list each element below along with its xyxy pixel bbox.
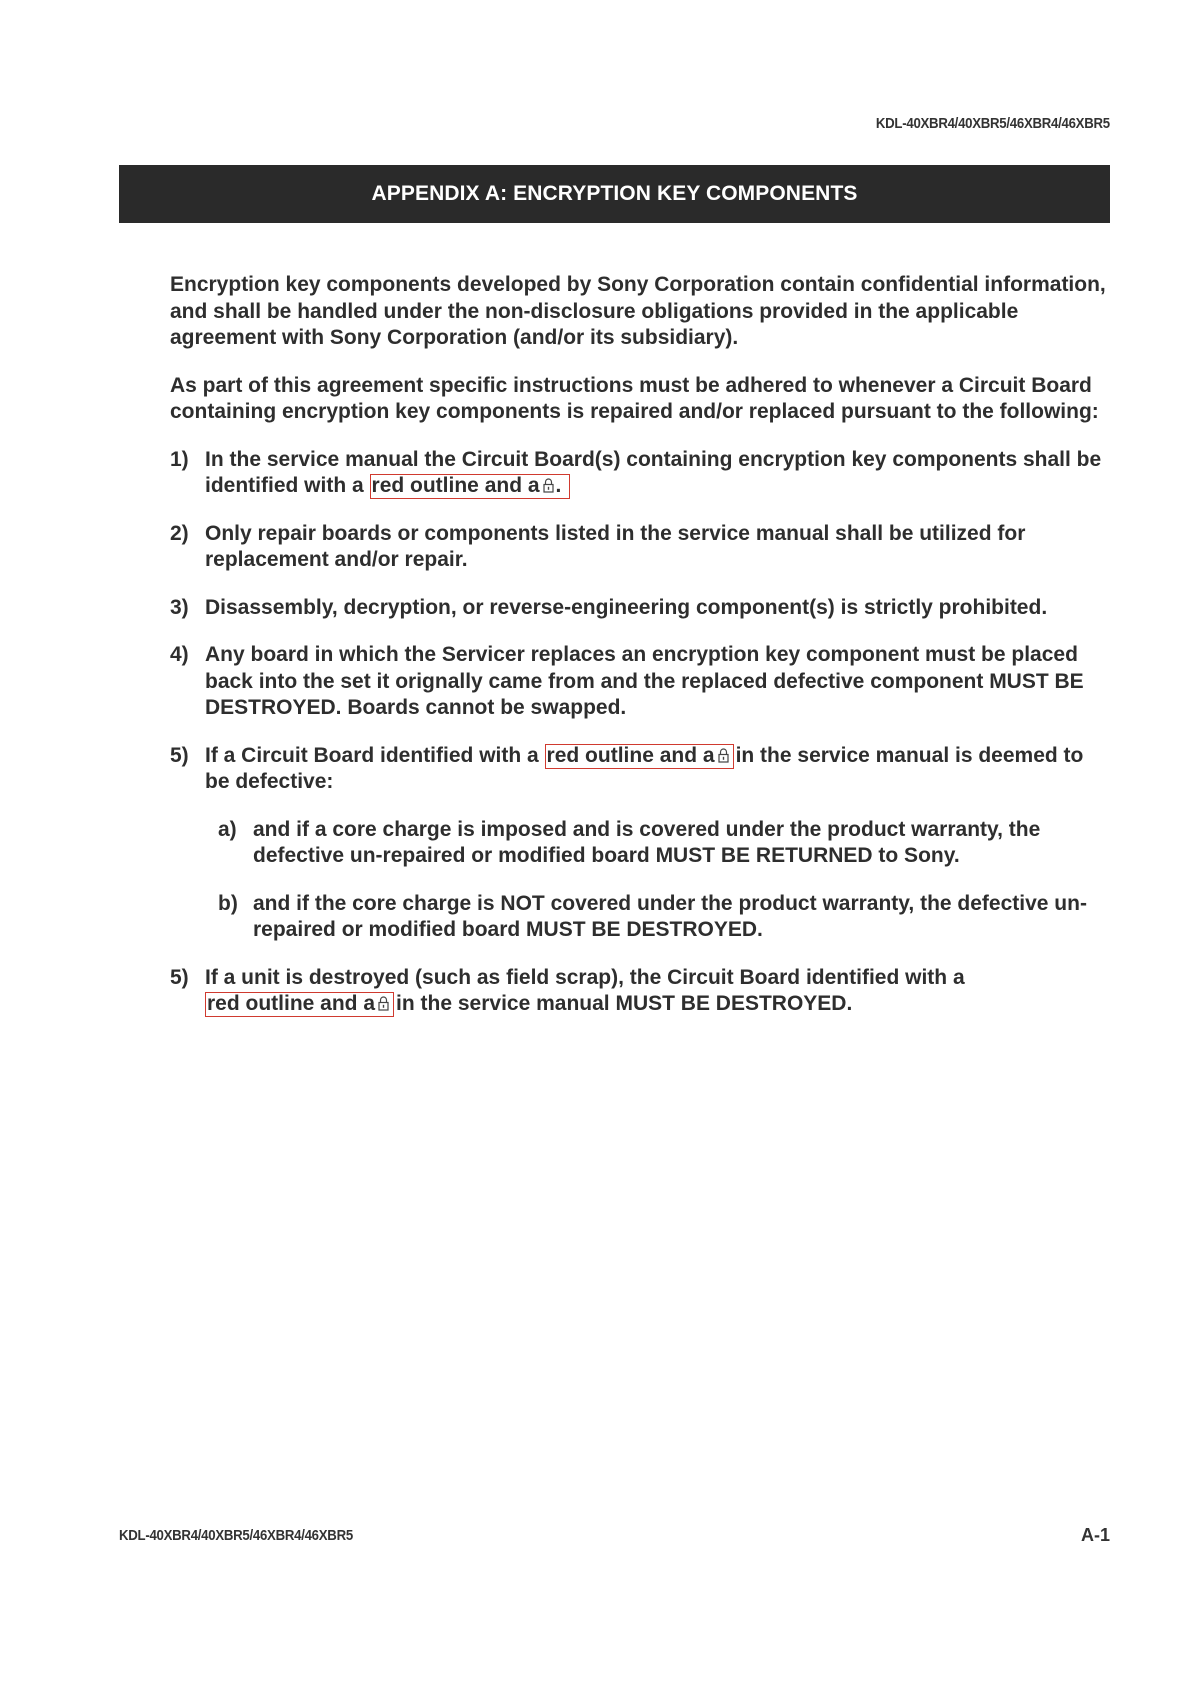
sub-item-letter: a) [218,817,237,841]
lock-icon [718,746,729,768]
sub-item-text: and if the core charge is NOT covered under the product warranty, the defective un-repaired or modified board MUST BE DESTROYED. [253,891,1087,941]
lock-icon [378,994,389,1016]
list-item-2 [170,521,1110,574]
list-item-1 [170,447,1110,500]
document-body [170,272,1110,1039]
red-outline-marker [370,474,571,499]
list-item-text: If a Circuit Board identified with a [205,743,545,767]
marker-text: red outline and a [546,743,715,767]
header-model-number: KDL-40XBR4/40XBR5/46XBR4/46XBR5 [876,115,1110,132]
appendix-title: APPENDIX A: ENCRYPTION KEY COMPONENTS [371,182,858,205]
list-item-text-end: in the service manual is deemed to be defective: [205,743,1084,793]
list-item-number: 3) [170,595,189,619]
sub-item-text: and if a core charge is imposed and is covered under the product warranty, the defective un-repaired or modified board MUST BE RETURNED to Sony. [253,817,1041,867]
sub-item-letter: b) [218,891,238,915]
list-item-number: 1) [170,447,189,471]
footer-model-number: KDL-40XBR4/40XBR5/46XBR4/46XBR5 [119,1527,353,1544]
appendix-title-bar [119,165,1110,223]
list-item-4 [170,642,1110,722]
list-item-text: Any board in which the Servicer replaces an encryption key component must be placed back into the set it orignally came from and the replaced defective component MUST BE DESTROYED. Boards cannot be swapped. [205,643,1084,719]
list-item-number: 4) [170,643,189,666]
list-item-text: Disassembly, decryption, or reverse-engineering component(s) is strictly prohibited. [205,595,1048,619]
list-item-number: 2) [170,521,189,545]
list-item-6 [170,965,1110,1018]
lock-icon [543,476,554,498]
intro-paragraph-1: Encryption key components developed by Sony Corporation contain confidential information, and shall be handled under the non-disclosure obligations provided in the applicable agreement with Sony Corporation (and/or its subsidiary). [170,273,1106,349]
red-outline-marker [205,992,394,1017]
page-number: A-1 [1080,1525,1110,1545]
sub-item-b [218,891,1110,944]
list-item-text: Only repair boards or components listed in the service manual shall be utilized for replacement and/or repair. [205,521,1026,571]
marker-text: red outline and a [207,992,376,1015]
list-item-5 [170,743,1110,796]
list-item-3 [170,595,1110,622]
list-item-number: 5) [170,965,189,989]
list-item-text-end: . [555,474,562,497]
list-item-number: 5) [170,743,189,767]
list-item-text-end: in the service manual MUST BE DESTROYED. [396,992,853,1015]
marker-text: red outline and a [371,474,540,497]
red-outline-marker [545,744,734,769]
list-item-text: In the service manual the Circuit Board(s) containing encryption key components shall be identified with a [205,447,1102,497]
intro-paragraph-2: As part of this agreement specific instructions must be adhered to whenever a Circuit Board containing encryption key components is repaired and/or replaced pursuant to the following: [170,373,1099,423]
list-item-text: If a unit is destroyed (such as field scrap), the Circuit Board identified with a [205,965,965,989]
sub-item-a [218,817,1110,870]
